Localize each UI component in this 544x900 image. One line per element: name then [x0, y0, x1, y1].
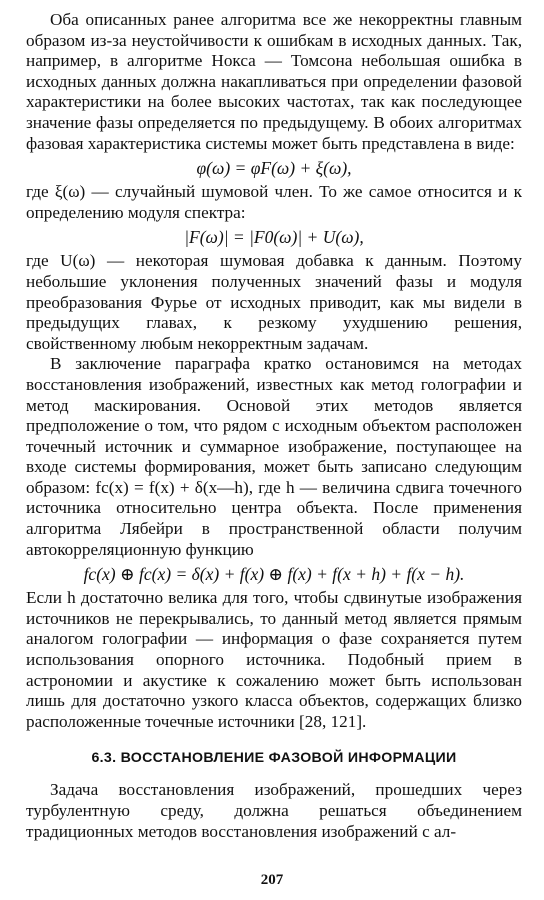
- section-heading: 6.3. ВОССТАНОВЛЕНИЕ ФАЗОВОЙ ИНФОРМАЦИИ: [91, 750, 457, 767]
- page-number: 207: [260, 872, 284, 888]
- paragraph-holography-analog: Если h достаточно велика для того, чтобы сдвинутые изображения источников не перекрывались, то данный метод является прямым аналогом голографии — информация о фазе сохраняется путем использования опорного источника. Подобный прием в астрономии и акустике к сожалению может быть использован лишь для достаточно узкого класса объектов, содержащих близко расположенные точечные источники [28, 121].: [26, 588, 522, 731]
- paragraph-holography-methods: В заключение параграфа кратко остановимся на методах восстановления изображений, известных как метод голографии и метод маскирования. Основой этих методов является предположение о том, что рядом с исходным объектом расположен точечный источник и суммарное изображение, поступающее на входе системы формирования, может быть записано следующим образом: fc(x) = f(x) + δ(x—h), где h — величина сдвига точечного источника относительно центра объекта. После применения алгоритма Лябейри в пространственной области получим автокорреляционную функцию: [26, 354, 522, 559]
- paragraph-noise-addition: где U(ω) — некоторая шумовая добавка к данным. Поэтому небольшие уклонения полученных значений фазы и модуля преобразования Фурье от исходных приводит, как мы видели в предыдущих главах, к резкому ухудшению решения, свойственному любым некорректным задачам.: [26, 251, 522, 353]
- formula-autocorrelation: fc(x) ⊕ fc(x) = δ(x) + f(x) ⊕ f(x) + f(x + h) + f(x − h).: [83, 564, 465, 585]
- formula-phase: φ(ω) = φF(ω) + ξ(ω),: [196, 158, 352, 179]
- formula-modulus: |F(ω)| = |F0(ω)| + U(ω),: [184, 227, 364, 248]
- paragraph-algorithms-incorrect: Оба описанных ранее алгоритма все же некорректны главным образом из-за неустойчивости к ошибкам в исходных данных. Так, например, в алгоритме Нокса — Томсона небольшая ошибка в исходных данных должна накапливаться при определении фазовой характеристики на более высоких частотах, так как последующее значение фазы определяется по предыдущему. В обоих алгоритмах фазовая характеристика системы может быть представлена в виде:: [26, 10, 522, 153]
- paragraph-noise-term: где ξ(ω) — случайный шумовой член. То же самое относится и к определению модуля спектра:: [26, 182, 522, 222]
- paragraph-turbulent-medium: Задача восстановления изображений, прошедших через турбулентную среду, должна решаться объединением традиционных методов восстановления изображений с ал-: [26, 780, 522, 841]
